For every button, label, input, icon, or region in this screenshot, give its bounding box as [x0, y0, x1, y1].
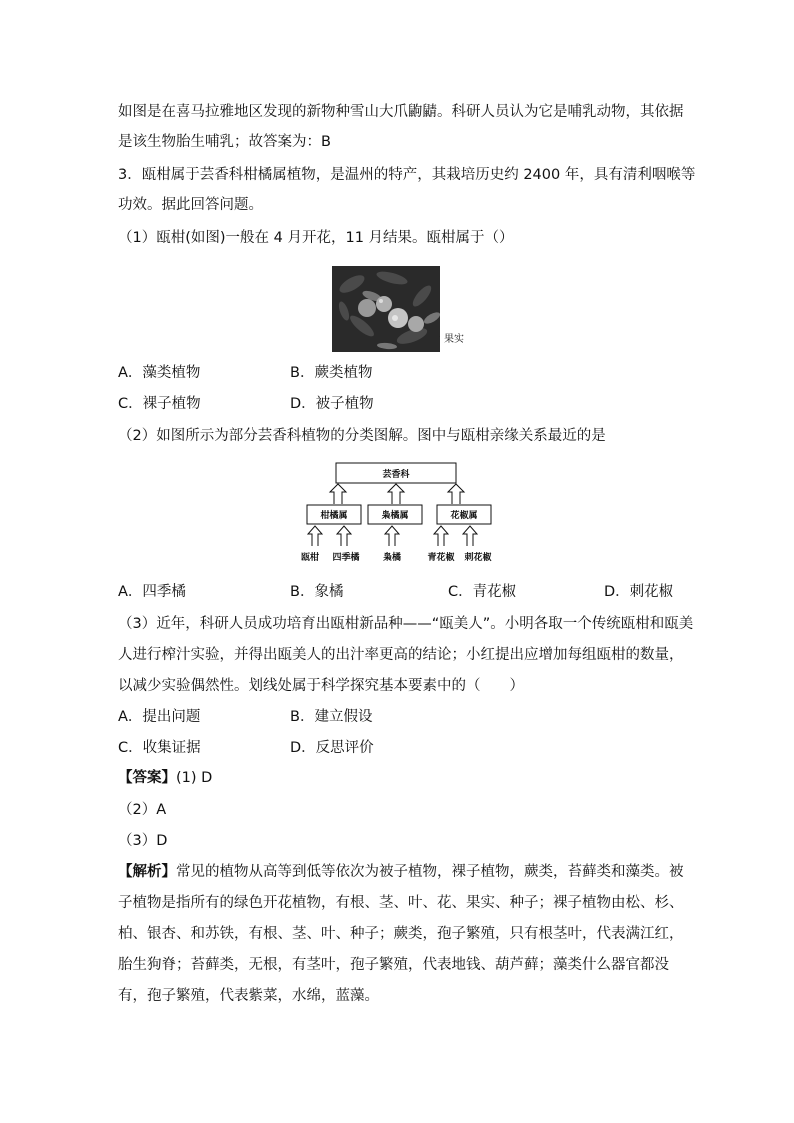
classification-diagram	[300, 462, 510, 568]
q2-option-c[interactable]: C．青花椒	[448, 584, 517, 600]
answer-label: 【答案】	[118, 770, 176, 786]
family-label: 芸香科	[382, 470, 410, 480]
answer-2: （2）A	[118, 802, 167, 818]
genus-label-3: 花椒属	[450, 511, 478, 521]
analysis-text-1: 常见的植物从高等到低等依次为被子植物，裸子植物，蕨类，苔藓类和藻类。被	[176, 864, 684, 880]
analysis-line-1	[118, 862, 684, 882]
species-label-5: 刺花椒	[464, 553, 492, 563]
species-label-3: 枭橘	[382, 553, 402, 563]
q3-line-1: （3）近年，科研人员成功培育出瓯柑新品种——“瓯美人”。小明各取一个传统瓯柑和瓯美	[118, 616, 694, 632]
question-stem-line-2: 功效。据此回答问题。	[118, 197, 263, 213]
q3-line-2: 人进行榨汁实验，并得出瓯美人的出汁率更高的结论；小红提出应增加每组瓯柑的数量，	[118, 647, 684, 663]
up-arrow-icon	[463, 526, 477, 546]
up-arrow-icon	[434, 526, 448, 546]
species-label-2: 四季橘	[332, 553, 360, 563]
species-label-1: 瓯柑	[300, 553, 320, 563]
q1-option-a[interactable]: A．藻类植物	[118, 365, 201, 381]
q1-text: （1）瓯柑(如图)一般在 4 月开花，11 月结果。瓯柑属于（）	[118, 230, 514, 246]
answer-3: （3）D	[118, 833, 168, 849]
answer-1: (1) D	[176, 770, 213, 786]
q3-option-c[interactable]: C．收集证据	[118, 740, 201, 756]
up-arrow-icon	[388, 484, 404, 504]
q3-option-a[interactable]: A．提出问题	[118, 709, 201, 725]
analysis-line-3: 柏、银杏、和苏铁，有根、茎、叶、种子；蕨类，孢子繁殖，只有根茎叶，代表满江红，	[118, 926, 684, 942]
q2-text: （2）如图所示为部分芸香科植物的分类图解。图中与瓯柑亲缘关系最近的是	[118, 428, 606, 444]
up-arrow-icon	[448, 484, 464, 504]
analysis-line-4: 胎生狗脊；苔藓类，无根，有茎叶，孢子繁殖，代表地钱、葫芦藓；藻类什么器官都没	[118, 957, 669, 973]
analysis-line-2: 子植物是指所有的绿色开花植物，有根、茎、叶、花、果实、种子；裸子植物由松、杉、	[118, 895, 684, 911]
up-arrow-icon	[330, 484, 346, 504]
question-stem-line-1: 3．瓯柑属于芸香科柑橘属植物，是温州的特产，其栽培历史约 2400 年，具有清利咽喉等	[118, 167, 696, 183]
up-arrow-icon	[385, 526, 399, 546]
q3-option-b[interactable]: B．建立假设	[290, 709, 373, 725]
q2-option-b[interactable]: B．象橘	[290, 584, 344, 600]
answer-line	[118, 768, 212, 788]
q1-option-c[interactable]: C．裸子植物	[118, 396, 201, 412]
intro-line-1: 如图是在喜马拉雅地区发现的新物种雪山大爪鼩鼱。科研人员认为它是哺乳动物，其依据	[118, 104, 684, 120]
fruit-photo-image	[332, 266, 440, 352]
up-arrow-icon	[337, 526, 351, 546]
genus-label-2: 枭橘属	[381, 511, 409, 521]
q2-option-d[interactable]: D．刺花椒	[604, 584, 674, 600]
q1-option-d[interactable]: D．被子植物	[290, 396, 374, 412]
analysis-line-5: 有，孢子繁殖，代表紫菜，水绵，蓝藻。	[118, 988, 379, 1004]
species-label-4: 青花椒	[427, 553, 455, 563]
fruit-label: 果实	[444, 334, 464, 345]
q1-option-b[interactable]: B．蕨类植物	[290, 365, 373, 381]
genus-label-1: 柑橘属	[320, 511, 348, 521]
q3-option-d[interactable]: D．反思评价	[290, 740, 374, 756]
q2-option-a[interactable]: A．四季橘	[118, 584, 186, 600]
q3-line-3: 以减少实验偶然性。划线处属于科学探究基本要素中的（ ）	[118, 678, 524, 694]
analysis-label: 【解析】	[118, 864, 176, 880]
intro-line-2: 是该生物胎生哺乳；故答案为：B	[118, 134, 331, 150]
up-arrow-icon	[308, 526, 322, 546]
